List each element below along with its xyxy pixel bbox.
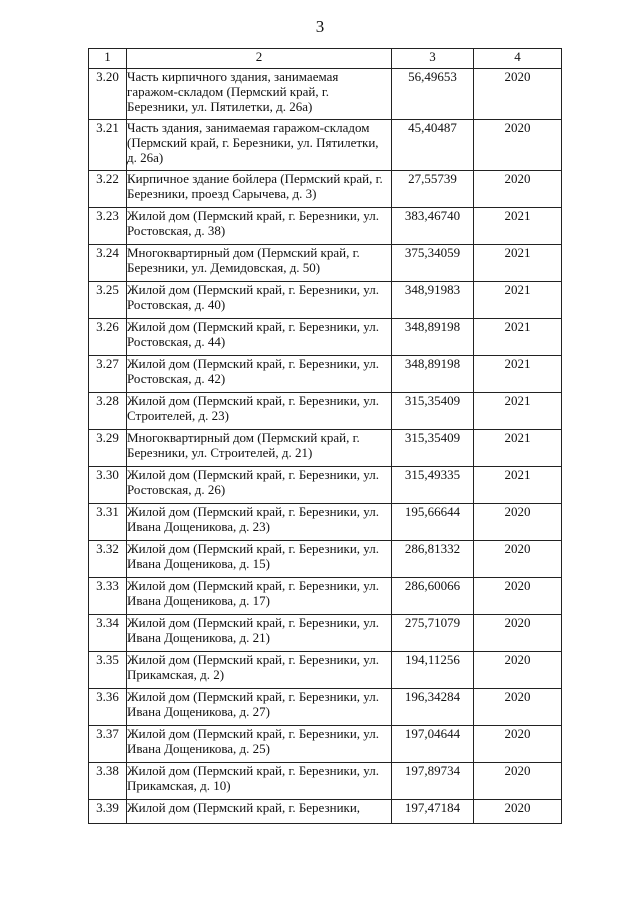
page-number: 3 xyxy=(315,17,325,36)
row-number: 3.26 xyxy=(89,319,127,356)
table-row xyxy=(89,652,562,689)
row-description: Жилой дом (Пермский край, г. Березники, ул. Ростовская, д. 42) xyxy=(127,356,392,393)
row-year: 2020 xyxy=(474,652,562,689)
table-header-row xyxy=(89,49,562,69)
table-row xyxy=(89,763,562,800)
row-area: 383,46740 xyxy=(392,208,474,245)
row-year: 2020 xyxy=(474,726,562,763)
row-number: 3.39 xyxy=(89,800,127,824)
table-row xyxy=(89,726,562,763)
table-row xyxy=(89,504,562,541)
row-area: 27,55739 xyxy=(392,171,474,208)
row-year: 2020 xyxy=(474,615,562,652)
row-number: 3.36 xyxy=(89,689,127,726)
row-year: 2020 xyxy=(474,171,562,208)
row-description: Жилой дом (Пермский край, г. Березники, ул. Ивана Дощеникова, д. 25) xyxy=(127,726,392,763)
table-row xyxy=(89,208,562,245)
row-number: 3.34 xyxy=(89,615,127,652)
row-area: 197,47184 xyxy=(392,800,474,824)
row-description: Жилой дом (Пермский край, г. Березники, ул. Ростовская, д. 26) xyxy=(127,467,392,504)
table-row xyxy=(89,171,562,208)
row-number: 3.37 xyxy=(89,726,127,763)
row-area: 45,40487 xyxy=(392,120,474,171)
row-area: 196,34284 xyxy=(392,689,474,726)
table-row xyxy=(89,541,562,578)
table-row xyxy=(89,319,562,356)
row-area: 286,81332 xyxy=(392,541,474,578)
row-number: 3.31 xyxy=(89,504,127,541)
row-description: Многоквартирный дом (Пермский край, г. Березники, ул. Строителей, д. 21) xyxy=(127,430,392,467)
row-description: Часть кирпичного здания, занимаемая гаражом-складом (Пермский край, г. Березники, ул. Пятилетки, д. 26а) xyxy=(127,69,392,120)
table-row xyxy=(89,120,562,171)
table-row xyxy=(89,282,562,319)
table-row xyxy=(89,467,562,504)
row-area: 375,34059 xyxy=(392,245,474,282)
row-area: 195,66644 xyxy=(392,504,474,541)
row-description: Часть здания, занимаемая гаражом-складом (Пермский край, г. Березники, ул. Пятилетки, д. 26а) xyxy=(127,120,392,171)
table-row xyxy=(89,69,562,120)
row-number: 3.24 xyxy=(89,245,127,282)
table-row xyxy=(89,615,562,652)
row-number: 3.27 xyxy=(89,356,127,393)
table-row xyxy=(89,689,562,726)
row-year: 2020 xyxy=(474,69,562,120)
row-description: Жилой дом (Пермский край, г. Березники, ул. Ивана Дощеникова, д. 23) xyxy=(127,504,392,541)
header-col-2: 2 xyxy=(127,49,392,69)
row-year: 2020 xyxy=(474,689,562,726)
row-number: 3.28 xyxy=(89,393,127,430)
table-row xyxy=(89,578,562,615)
row-area: 315,49335 xyxy=(392,467,474,504)
row-year: 2021 xyxy=(474,356,562,393)
row-area: 56,49653 xyxy=(392,69,474,120)
row-year: 2021 xyxy=(474,208,562,245)
row-number: 3.22 xyxy=(89,171,127,208)
row-area: 348,91983 xyxy=(392,282,474,319)
row-description: Жилой дом (Пермский край, г. Березники, ул. Ростовская, д. 40) xyxy=(127,282,392,319)
header-col-1: 1 xyxy=(89,49,127,69)
objects-table xyxy=(88,48,562,824)
row-area: 315,35409 xyxy=(392,393,474,430)
row-description: Кирпичное здание бойлера (Пермский край, г. Березники, проезд Сарычева, д. 3) xyxy=(127,171,392,208)
row-number: 3.20 xyxy=(89,69,127,120)
table-row xyxy=(89,245,562,282)
row-description: Жилой дом (Пермский край, г. Березники, ул. Ивана Дощеникова, д. 21) xyxy=(127,615,392,652)
row-description: Жилой дом (Пермский край, г. Березники, ул. Ростовская, д. 44) xyxy=(127,319,392,356)
row-year: 2020 xyxy=(474,578,562,615)
row-description: Жилой дом (Пермский край, г. Березники, xyxy=(127,800,392,824)
row-area: 348,89198 xyxy=(392,319,474,356)
row-number: 3.38 xyxy=(89,763,127,800)
row-number: 3.35 xyxy=(89,652,127,689)
row-year: 2020 xyxy=(474,763,562,800)
row-number: 3.25 xyxy=(89,282,127,319)
row-year: 2021 xyxy=(474,282,562,319)
row-year: 2021 xyxy=(474,430,562,467)
row-description: Многоквартирный дом (Пермский край, г. Березники, ул. Демидовская, д. 50) xyxy=(127,245,392,282)
row-area: 275,71079 xyxy=(392,615,474,652)
row-description: Жилой дом (Пермский край, г. Березники, ул. Ивана Дощеникова, д. 17) xyxy=(127,578,392,615)
row-year: 2021 xyxy=(474,393,562,430)
row-year: 2020 xyxy=(474,120,562,171)
row-area: 315,35409 xyxy=(392,430,474,467)
row-description: Жилой дом (Пермский край, г. Березники, ул. Ростовская, д. 38) xyxy=(127,208,392,245)
table-row xyxy=(89,430,562,467)
header-col-3: 3 xyxy=(392,49,474,69)
row-number: 3.30 xyxy=(89,467,127,504)
row-year: 2021 xyxy=(474,319,562,356)
row-description: Жилой дом (Пермский край, г. Березники, ул. Прикамская, д. 2) xyxy=(127,652,392,689)
row-number: 3.23 xyxy=(89,208,127,245)
row-year: 2021 xyxy=(474,467,562,504)
row-number: 3.33 xyxy=(89,578,127,615)
row-description: Жилой дом (Пермский край, г. Березники, ул. Строителей, д. 23) xyxy=(127,393,392,430)
row-year: 2021 xyxy=(474,245,562,282)
row-description: Жилой дом (Пермский край, г. Березники, ул. Ивана Дощеникова, д. 27) xyxy=(127,689,392,726)
table-row xyxy=(89,393,562,430)
row-area: 348,89198 xyxy=(392,356,474,393)
row-area: 197,89734 xyxy=(392,763,474,800)
row-year: 2020 xyxy=(474,504,562,541)
row-number: 3.29 xyxy=(89,430,127,467)
row-year: 2020 xyxy=(474,541,562,578)
table-row xyxy=(89,800,562,824)
row-number: 3.21 xyxy=(89,120,127,171)
header-col-4: 4 xyxy=(474,49,562,69)
row-area: 194,11256 xyxy=(392,652,474,689)
row-description: Жилой дом (Пермский край, г. Березники, ул. Ивана Дощеникова, д. 15) xyxy=(127,541,392,578)
row-area: 197,04644 xyxy=(392,726,474,763)
row-year: 2020 xyxy=(474,800,562,824)
row-number: 3.32 xyxy=(89,541,127,578)
row-area: 286,60066 xyxy=(392,578,474,615)
table-row xyxy=(89,356,562,393)
row-description: Жилой дом (Пермский край, г. Березники, ул. Прикамская, д. 10) xyxy=(127,763,392,800)
